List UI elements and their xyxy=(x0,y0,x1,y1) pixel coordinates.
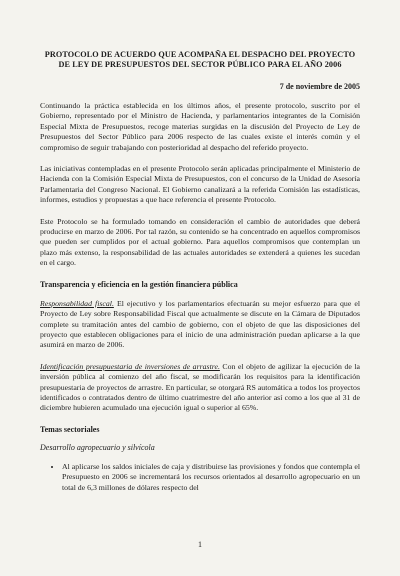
paragraph-fiscal-responsibility xyxy=(40,299,360,351)
section-heading-transparency: Transparencia y eficiencia en la gestión financiera pública xyxy=(40,279,238,289)
fiscal-responsibility-text: El ejecutivo y los parlamentarios efectuarán su mejor esfuerzo para que el Proyecto de Ley sobre Responsabilidad Fiscal que actualmente se discute en la Cámara de Diputados complete su tramitación antes del cambio de gobierno, con el objeto de que las disposiciones del proyecto que establecen obligaciones para el inicio de una administración puedan aplicarse a la que asumirá en marzo de 2006. xyxy=(40,298,360,350)
fiscal-responsibility-label: Responsabilidad fiscal. xyxy=(40,298,114,308)
bullet-item-agriculture-funds: • Al aplicarse los saldos iniciales de caja y distribuirse las provisiones y fondos que contempla el Presupuesto en 2006 se incrementará los recursos orientados al desarrollo agropecuario en un total de 6,3 millones de dólares respecto del xyxy=(62,462,360,493)
investment-identification-label: Identificación presupuestaria de inversiones de arrastre. xyxy=(40,361,220,371)
document-title: PROTOCOLO DE ACUERDO QUE ACOMPAÑA EL DESPACHO DEL PROYECTO DE LEY DE PRESUPUESTOS DEL SECTOR PÚBLICO PARA EL AÑO 2006 xyxy=(44,50,356,69)
subsection-agriculture: Desarrollo agropecuario y silvícola xyxy=(40,442,155,452)
paragraph-protocol-scope: Este Protocolo se ha formulado tomando en consideración el cambio de autoridades que deberá producirse en marzo de 2006. Por tal razón, su contenido se ha concentrado en aquellos compromisos que pueden ser cumplidos por el actual gobierno. Para aquellos compromisos que contemplan un plazo más extenso, la responsabilidad de las actuales autoridades se extenderá a quienes les sucedan en el cargo. xyxy=(40,216,360,268)
paragraph-initiatives: Las iniciativas contempladas en el presente Protocolo serán aplicadas principalmente el Ministerio de Hacienda con la Comisión Especial Mixta de Presupuestos, con el concurso de la Unidad de Asesoría Parlamentaria del Congreso Nacional. El Gobierno canalizará a la referida Comisión las estadísticas, informes, estudios y propuestas a que hace referencia el presente Protocolo. xyxy=(40,164,360,205)
investment-identification-text: Con el objeto de agilizar la ejecución de la inversión pública al comienzo del año fiscal, se modificarán los requisitos para la identificación presupuestaria de proyectos de arrastre. En particular, se otorgará RS automática a todos los proyectos identificados o contratados dentro de último cuatrimestre del año anterior así como a los que al 31 de diciembre hubieren acumulado una ejecución igual o superior al 65%. xyxy=(40,361,361,413)
paragraph-intro: Continuando la práctica establecida en los últimos años, el presente protocolo, suscrito por el Gobierno, representado por el Ministro de Hacienda, y parlamentarios integrantes de la Comisión Especial Mixta de Presupuestos, recoge materias surgidas en la discusión del Proyecto de Ley de Presupuestos del Sector Público para 2006 respecto de las cuales existe el interés común y el compromiso de seguir trabajando con posterioridad al despacho del referido proyecto. xyxy=(40,101,360,152)
page-number: 1 xyxy=(198,540,202,549)
document-date: 7 de noviembre de 2005 xyxy=(279,82,360,91)
bullet-list xyxy=(40,462,360,493)
section-heading-sectoral: Temas sectoriales xyxy=(40,424,100,434)
paragraph-investment-identification xyxy=(40,362,360,414)
